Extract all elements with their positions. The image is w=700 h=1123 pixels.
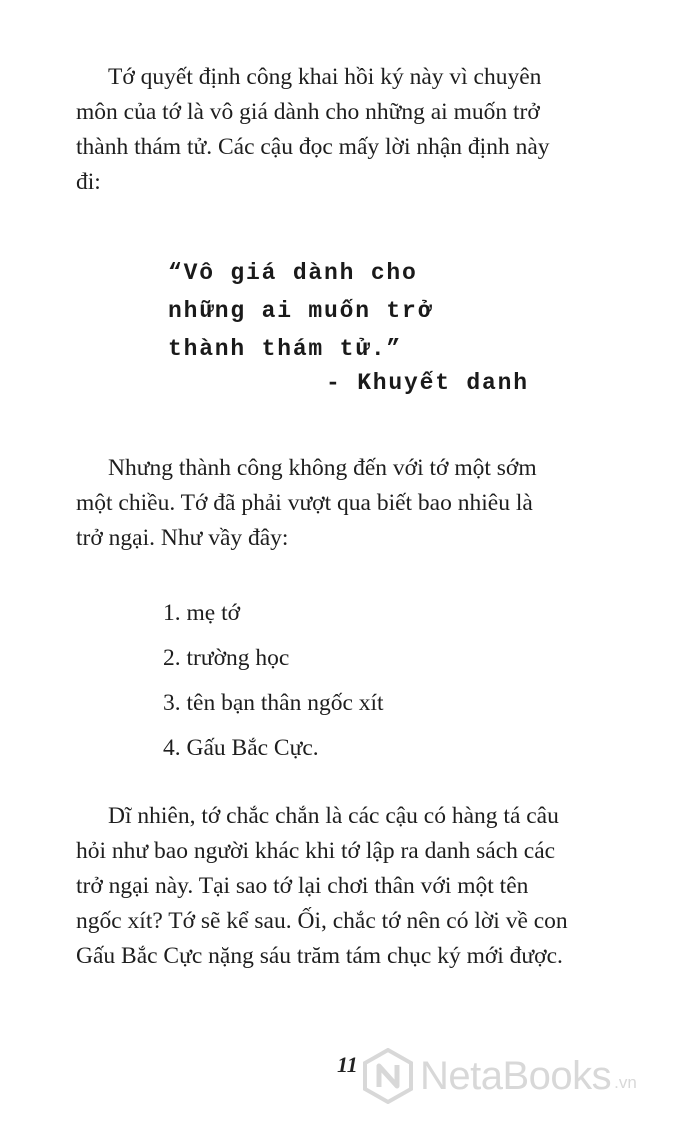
watermark-domain: .vn [614, 1073, 637, 1092]
paragraph-line: ngốc xít? Tớ sẽ kể sau. Ối, chắc tớ nên có lời về con [76, 908, 568, 934]
paragraph-line: trở ngại này. Tại sao tớ lại chơi thân với một tên [76, 873, 529, 899]
list-item: 2. trường học [163, 645, 290, 671]
netabooks-logo-icon [362, 1048, 414, 1104]
list-item: 1. mẹ tớ [163, 600, 241, 626]
paragraph-line: môn của tớ là vô giá dành cho những ai muốn trở [76, 99, 540, 125]
paragraph-obstacles-intro [76, 451, 636, 556]
list-item: 4. Gấu Bắc Cực. [163, 735, 319, 761]
paragraph-line: một chiều. Tớ đã phải vượt qua biết bao nhiêu là [76, 490, 533, 516]
paragraph-intro [76, 60, 636, 200]
paragraph-line: Tớ quyết định công khai hồi ký này vì chuyên [108, 64, 542, 90]
epigraph-quote [168, 254, 433, 368]
watermark-brand: NetaBooks [420, 1053, 612, 1098]
obstacle-list [163, 591, 384, 771]
quote-line: những ai muốn trở [168, 298, 434, 324]
netabooks-watermark [362, 1046, 637, 1106]
paragraph-line: thành thám tử. Các cậu đọc mấy lời nhận định này [76, 134, 550, 160]
quote-line: “Vô giá dành cho [168, 260, 418, 286]
paragraph-line: đi: [76, 169, 101, 195]
paragraph-line: Nhưng thành công không đến với tớ một sớm [108, 455, 537, 481]
paragraph-line: Gấu Bắc Cực nặng sáu trăm tám chục ký mới được. [76, 943, 563, 969]
paragraph-line: hỏi như bao người khác khi tớ lập ra danh sách các [76, 838, 556, 864]
paragraph-line: Dĩ nhiên, tớ chắc chắn là các cậu có hàng tá câu [108, 803, 559, 829]
list-item: 3. tên bạn thân ngốc xít [163, 690, 384, 716]
paragraph-line: trở ngại. Như vầy đây: [76, 525, 289, 551]
paragraph-closing [76, 799, 636, 974]
page-number: 11 [337, 1052, 358, 1077]
quote-attribution: - Khuyết danh [326, 370, 529, 396]
quote-line: thành thám tử.” [168, 336, 403, 362]
